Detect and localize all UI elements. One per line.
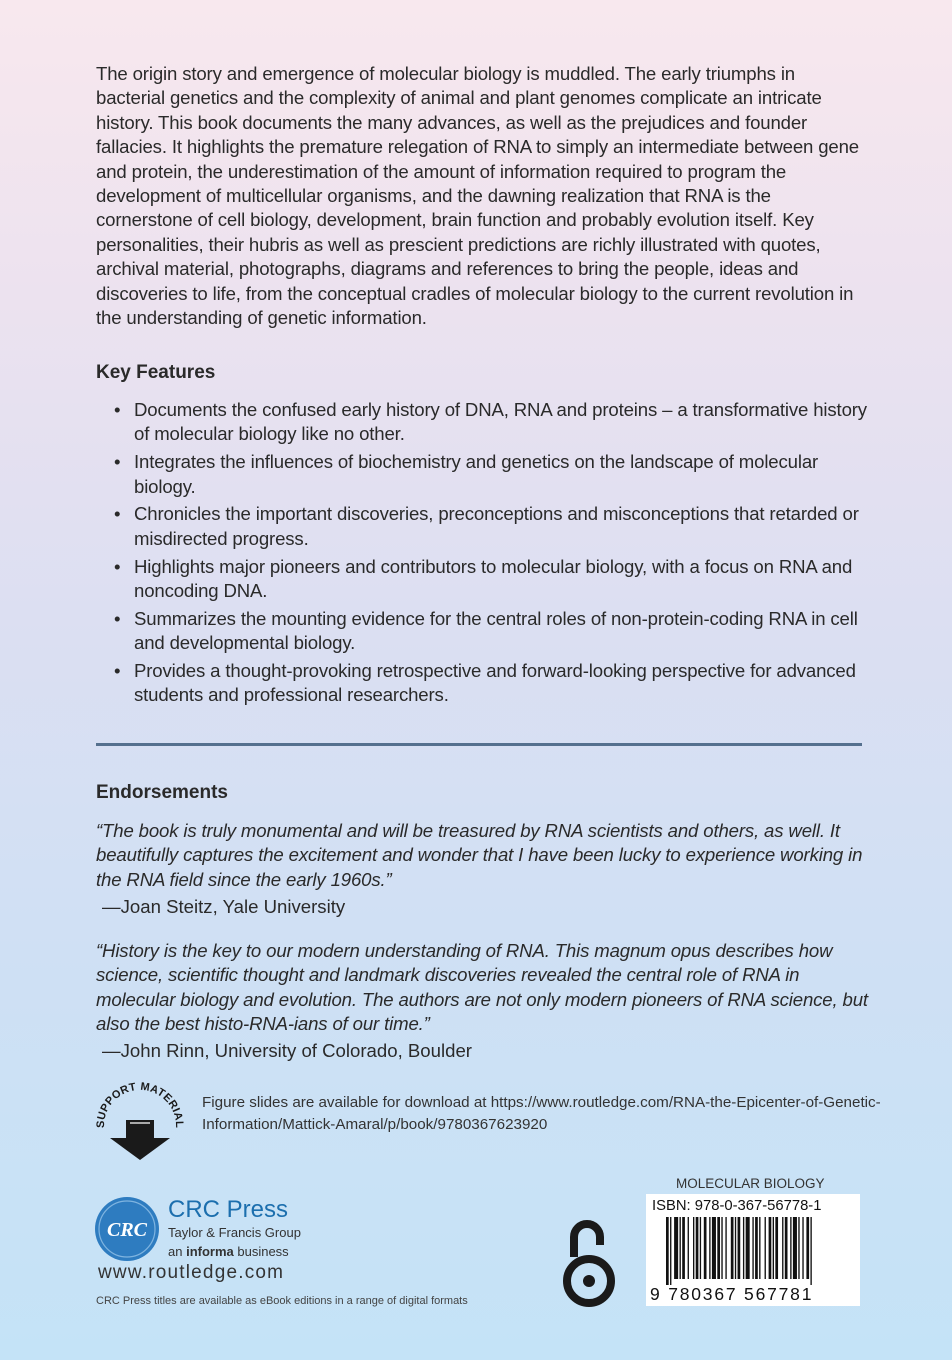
barcode-bar [785,1217,788,1279]
barcode-bar [810,1217,811,1285]
feature-text: Documents the confused early history of DNA, RNA and proteins – a transformative history of molecular biology like no other. [134,399,867,445]
feature-item [96,398,876,447]
feature-item [96,659,876,708]
bullet-icon: • [114,451,121,473]
feature-item [96,555,876,604]
barcode-bar [738,1217,741,1279]
open-access-icon [558,1213,620,1313]
barcode-bar [806,1217,809,1279]
barcode-bar [798,1217,799,1279]
support-material-badge-icon [94,1080,186,1162]
barcode-bar [735,1217,736,1279]
barcode-bar [666,1217,669,1285]
barcode-bar [793,1217,797,1279]
endorsements-heading: Endorsements [96,782,228,803]
support-badge-text: SUPPORT MATERIAL [94,1080,186,1129]
key-features-heading: Key Features [96,362,216,383]
crc-logo-text: CRC [106,1219,148,1241]
barcode-bar [725,1217,726,1279]
barcode-bar [782,1217,783,1279]
publisher-group: Taylor & Francis Group [168,1225,301,1240]
ebook-note: CRC Press titles are available as eBook editions in a range of digital formats [96,1295,468,1307]
barcode-bar [712,1217,716,1279]
bullet-icon: • [114,503,121,525]
barcode-bar [717,1217,720,1279]
feature-item [96,450,876,499]
barcode-bar [688,1217,689,1279]
barcode-bar [731,1217,734,1279]
feature-text: Highlights major pioneers and contributors to molecular biology, with a focus on RNA and noncoding DNA. [134,555,853,602]
bullet-icon: • [114,660,121,682]
book-description: The origin story and emergence of molecular biology is muddled. The early triumphs in bacterial genetics and the complexity of animal and plant genomes complicate an intricate history. This book documents the many advances, as well as the prejudices and founder fallacies. It highlights the premature relegation of RNA to simply an intermediate between gene and protein, the underestimation of the amount of information required to program the development of multicellular organisms, and the dawning realization that RNA is the cornerstone of cell biology, development, brain function and probably evolution itself. Key personalities, their hubris as well as prescient predictions are richly illustrated with quotes, archival material, photographs, diagrams and references to bring the people, ideas and discoveries to life, from the conceptual cradles of molecular biology to the current revolution in the understanding of genetic information. [96,63,859,329]
crc-press-logo-icon [94,1196,160,1262]
subject-category: MOLECULAR BIOLOGY [676,1176,825,1191]
publisher-website: www.routledge.com [98,1262,285,1283]
barcode-bar [755,1217,758,1279]
feature-item [96,607,876,656]
key-features-list [96,398,876,711]
barcode-bar [682,1217,685,1279]
barcode-bar [769,1217,772,1279]
endorsement-quote: “History is the key to our modern understanding of RNA. This magnum opus describes how science, scientific thought and landmark discoveries revealed the central role of RNA in molecular biology and evolution. The authors are not only modern pioneers of RNA science, but also the best histo-RNA-ians of our time.” [96,940,868,1035]
barcode-bar [693,1217,694,1279]
barcode-bar [790,1217,791,1279]
barcode-bar [696,1217,699,1279]
feature-text: Provides a thought-provoking retrospective and forward-looking perspective for advanced students and professional researchers. [134,660,856,706]
barcode-bar [680,1217,681,1279]
barcode-bar [775,1217,778,1279]
barcode-bar [759,1217,760,1279]
endorsement-attribution: —John Rinn, University of Colorado, Boulder [102,1040,472,1061]
bullet-icon: • [114,607,121,629]
barcode-bar [704,1217,707,1279]
barcode-bar [746,1217,750,1279]
endorsement-quote: “The book is truly monumental and will be treasured by RNA scientists and others, as well. It beautifully captures the excitement and wonder that I have been lucky to experience working in the RNA field since the early 1960s.” [96,820,863,890]
publisher-name: CRC Press [168,1196,289,1223]
barcode-bar [674,1217,678,1279]
publisher-informa-line: an informa business [168,1244,289,1259]
barcode-number: 9 780367 567781 [650,1284,814,1304]
bullet-icon: • [114,399,121,420]
barcode-bar [765,1217,766,1279]
barcode-bar [773,1217,774,1279]
feature-text: Summarizes the mounting evidence for the central roles of non-protein-coding RNA in cell and developmental biology. [134,607,858,654]
feature-text: Chronicles the important discoveries, preconceptions and misconceptions that retarded or misdirected progress. [134,503,859,549]
feature-text: Integrates the influences of biochemistry and genetics on the landscape of molecular biology. [134,451,819,497]
section-divider [96,743,862,746]
barcode-bars [664,1217,858,1285]
bullet-icon: • [114,555,121,577]
support-material-note: Figure slides are available for download at https://www.routledge.com/RNA-the-Epicenter-of-Genetic-Information/Mattick-Amaral/p/book/9780367623920 [202,1094,881,1133]
barcode-bar [802,1217,803,1279]
feature-item [96,502,876,551]
endorsement-attribution: —Joan Steitz, Yale University [102,896,346,917]
barcode-bar [700,1217,701,1279]
barcode-bar [743,1217,744,1279]
barcode-bar [670,1217,671,1285]
barcode-bar [721,1217,722,1279]
barcode-bar [752,1217,753,1279]
isbn-text: ISBN: 978-0-367-56778-1 [652,1198,822,1214]
barcode-bar [709,1217,710,1279]
